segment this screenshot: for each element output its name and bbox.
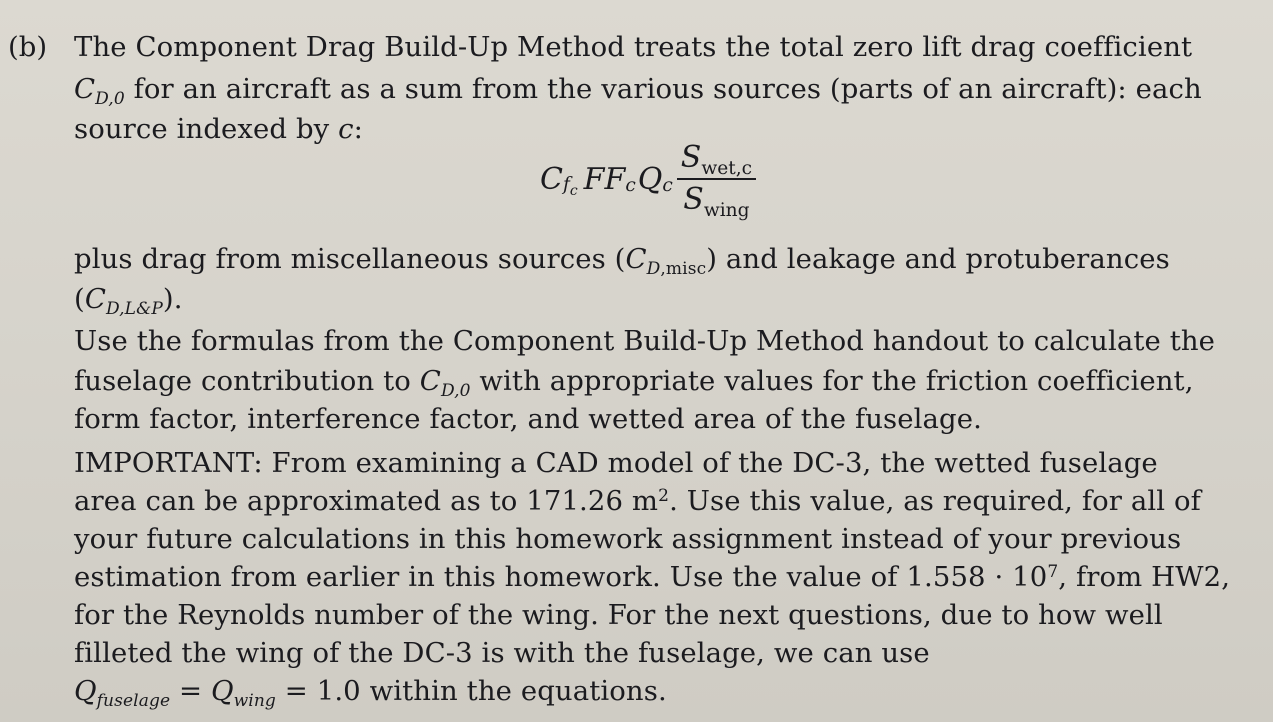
symbol-cd0: C: [74, 73, 96, 105]
component-drag-formula: C $_{f_c}$ FF $_c$ Q $_c$ $\frac{S_{wet,c}}{S_{wing}}$: [540, 140, 756, 218]
important-line-6: filleted the wing of the DC-3 is with the fuselage, we can use: [74, 637, 930, 669]
important-line-7: [74, 672, 667, 710]
symbol-q-wing-sub: wing: [233, 690, 276, 711]
numerator-sub: wet,c: [701, 157, 753, 179]
misc-line-1: [74, 240, 1170, 278]
important-line-1: IMPORTANT: From examining a CAD model of the DC-3, the wetted fuselage: [74, 447, 1158, 479]
equals-sign: =: [170, 675, 211, 707]
misc-line-2: [74, 280, 183, 318]
misc-paren-open: (: [74, 283, 85, 315]
intro-line-2: [74, 70, 1202, 108]
fraction-denominator: [679, 180, 753, 221]
symbol-cd0-fuselage-sub: D,0: [440, 380, 471, 401]
symbol-cd0-sub: D,0: [95, 88, 125, 109]
intro-line-3-text: source indexed by: [74, 113, 339, 145]
reynolds-exponent: 7: [1047, 561, 1059, 582]
important-line-2-text-a: area can be approximated as to 171.26 m: [74, 485, 659, 517]
numerator-s: S: [680, 140, 702, 175]
formula-cf-sub2: c: [569, 182, 578, 199]
use-line-2: [74, 362, 1194, 400]
intro-line-2-text: for an aircraft as a sum from the various sources (parts of an aircraft): each: [124, 73, 1202, 105]
index-variable: c: [338, 113, 354, 145]
symbol-cd-lp: C: [84, 283, 106, 315]
intro-line-3: [74, 110, 363, 148]
important-line-4-text-a: estimation from earlier in this homework. Use the value of 1.558 · 10: [74, 561, 1048, 593]
part-label: (b): [8, 31, 48, 63]
intro-line-3-end: :: [353, 113, 364, 145]
misc-text-a: plus drag from miscellaneous sources (: [74, 243, 626, 275]
symbol-cd-lp-sub: D,L&P: [106, 298, 163, 319]
important-line-4-text-b: , from HW2,: [1058, 561, 1231, 593]
formula-q: Q: [637, 161, 663, 197]
important-line-3: your future calculations in this homework assignment instead of your previous: [74, 523, 1182, 555]
intro-line-1: The Component Drag Build-Up Method treats the total zero lift drag coefficient: [74, 31, 1193, 63]
fraction-numerator: [677, 140, 756, 180]
important-line-2: [74, 482, 1201, 520]
important-line-2-text-b: . Use this value, as required, for all of: [669, 485, 1201, 517]
area-exponent: 2: [658, 485, 670, 506]
formula-ff: FF: [583, 161, 626, 197]
important-line-4: [74, 558, 1230, 596]
symbol-cd-misc: C: [625, 243, 647, 275]
important-line-5: for the Reynolds number of the wing. For the next questions, due to how well: [74, 599, 1163, 631]
misc-paren-close: ).: [162, 283, 183, 315]
use-line-2-text-a: fuselage contribution to: [74, 365, 420, 397]
symbol-q-fuselage: Q: [74, 675, 97, 707]
symbol-cd0-fuselage: C: [419, 365, 441, 397]
use-line-1: Use the formulas from the Component Build-Up Method handout to calculate the: [74, 325, 1216, 357]
use-line-2-text-b: with appropriate values for the friction coefficient,: [470, 365, 1194, 397]
denominator-sub: wing: [703, 199, 750, 221]
wetted-area-ratio: [677, 140, 756, 221]
symbol-q-fuselage-sub: fuselage: [96, 690, 171, 711]
use-line-3: form factor, interference factor, and wetted area of the fuselage.: [74, 403, 982, 435]
denominator-s: S: [683, 182, 704, 217]
misc-text-b: ) and leakage and protuberances: [706, 243, 1170, 275]
formula-cf-sub: f: [562, 174, 570, 195]
symbol-cd-misc-sub: D,misc: [646, 258, 707, 279]
symbol-q-wing: Q: [210, 675, 234, 707]
important-line-7-text: = 1.0 within the equations.: [275, 675, 667, 707]
formula-cf: C: [540, 161, 563, 197]
